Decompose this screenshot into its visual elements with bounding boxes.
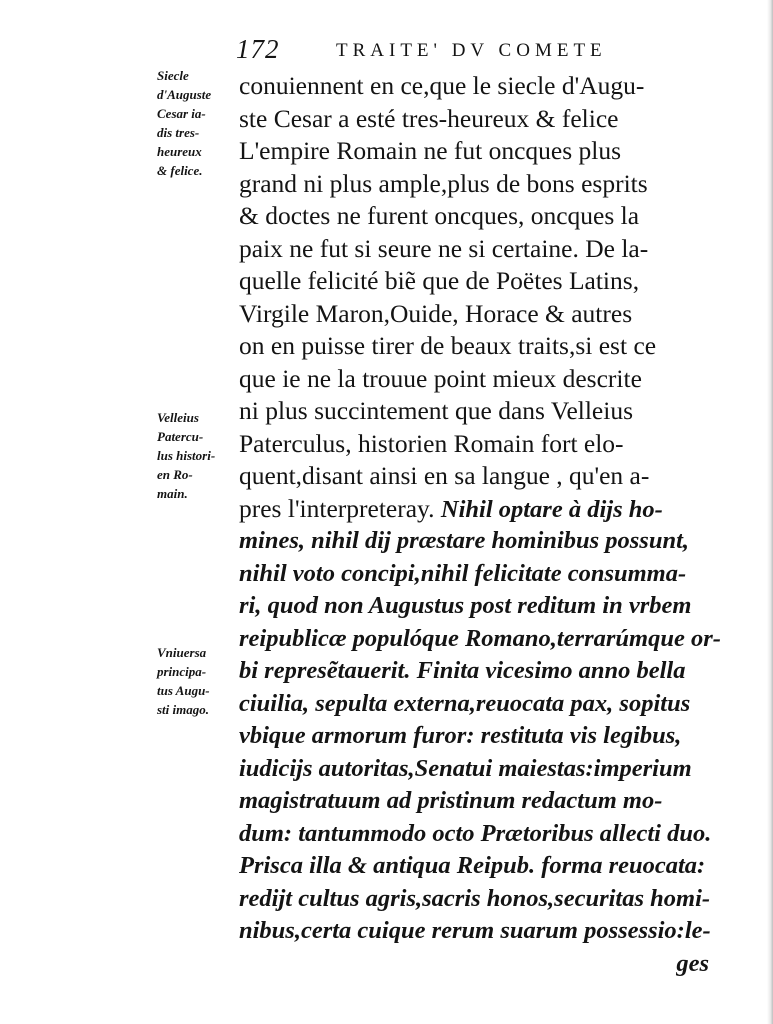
margin-note-line: Vniuersa — [157, 645, 207, 660]
body-text — [239, 70, 721, 980]
latin-line: nibus,certa cuique rerum suarum possessio:le- — [239, 917, 711, 944]
text-line: quent,disant ainsi en sa langue , qu'en a- — [239, 461, 650, 490]
text-line: paix ne fut si seure ne si certaine. De la- — [239, 233, 649, 263]
latin-line: reipublicæ populóque Romano,terrarúmque or- — [239, 624, 721, 652]
text-line: ni plus succintement que dans Velleius — [239, 396, 634, 425]
latin-line: vbique armorum furor: restituta vis legibus, — [239, 722, 682, 749]
margin-note-line: dis tres- — [157, 125, 200, 140]
latin-line: redijt cultus agris,sacris honos,securitas homi- — [239, 884, 711, 912]
margin-note-line: Patercu- — [157, 429, 204, 444]
text-roman-part: pres l'interpreteray. — [239, 493, 441, 523]
margin-note-velleius — [157, 408, 239, 503]
margin-note-line: en Ro- — [157, 467, 193, 482]
margin-note-line: sti imago. — [157, 702, 210, 717]
latin-line: magistratuum ad pristinum redactum mo- — [239, 787, 663, 814]
margin-note-siecle-auguste — [157, 66, 239, 180]
text-line: on en puisse tirer de beaux traits,si est ce — [239, 331, 657, 360]
text-line: L'empire Romain ne fut oncques plus — [239, 136, 622, 165]
text-line: que ie ne la trouue point mieux descrite — [239, 363, 642, 393]
text-line: Paterculus, historien Romain fort elo- — [239, 428, 624, 458]
latin-line: ciuilia, sepulta externa,reuocata pax, sopitus — [239, 689, 691, 717]
text-line: & doctes ne furent oncques, oncques la — [239, 201, 640, 230]
running-title: TRAITE' DV COMETE — [336, 40, 607, 61]
latin-line: dum: tantummodo octo Prætoribus allecti duo. — [239, 819, 712, 847]
text-line: quelle felicité biẽ que de Poëtes Latins, — [239, 266, 640, 295]
margin-note-vniuersa — [157, 643, 239, 719]
text-line: Virgile Maron,Ouide, Horace & autres — [239, 298, 633, 328]
margin-note-line: Velleius — [157, 410, 199, 425]
margin-note-line: principa- — [157, 664, 207, 679]
margin-note-line: tus Augu- — [157, 683, 210, 698]
latin-quote-start: Nihil optare à dijs ho- — [440, 495, 663, 523]
latin-line: nihil voto concipi,nihil felicitate consumma- — [239, 559, 687, 587]
text-line: grand ni plus ample,plus de bons esprits — [239, 168, 648, 198]
text-line: ste Cesar a esté tres-heureux & felice — [239, 103, 619, 133]
latin-line: ri, quod non Augustus post reditum in vrbem — [239, 592, 692, 619]
margin-note-line: main. — [157, 486, 188, 501]
margin-note-line: lus histori- — [157, 448, 216, 463]
page-header — [236, 34, 706, 68]
text-line: conuiennent en ce,que le siecle d'Augu- — [239, 71, 645, 100]
margin-note-line: & felice. — [157, 163, 203, 178]
margin-note-line: Cesar ia- — [157, 106, 206, 121]
catchword: ges — [676, 949, 709, 977]
margin-note-line: d'Auguste — [157, 87, 212, 102]
latin-line: mines, nihil dij præstare hominibus possunt, — [239, 527, 689, 554]
text-line-mixed — [239, 493, 715, 526]
page-edge-shadow — [767, 0, 773, 1024]
latin-line: iudicijs autoritas,Senatui maiestas:imperium — [239, 754, 692, 782]
margin-note-line: Siecle — [157, 68, 189, 83]
latin-line: Prisca illa & antiqua Reipub. forma reuocata: — [239, 852, 706, 879]
page-number: 172 — [236, 34, 280, 64]
margin-note-line: heureux — [157, 144, 202, 159]
latin-line: bi represẽtauerit. Finita vicesimo anno bella — [239, 657, 686, 684]
